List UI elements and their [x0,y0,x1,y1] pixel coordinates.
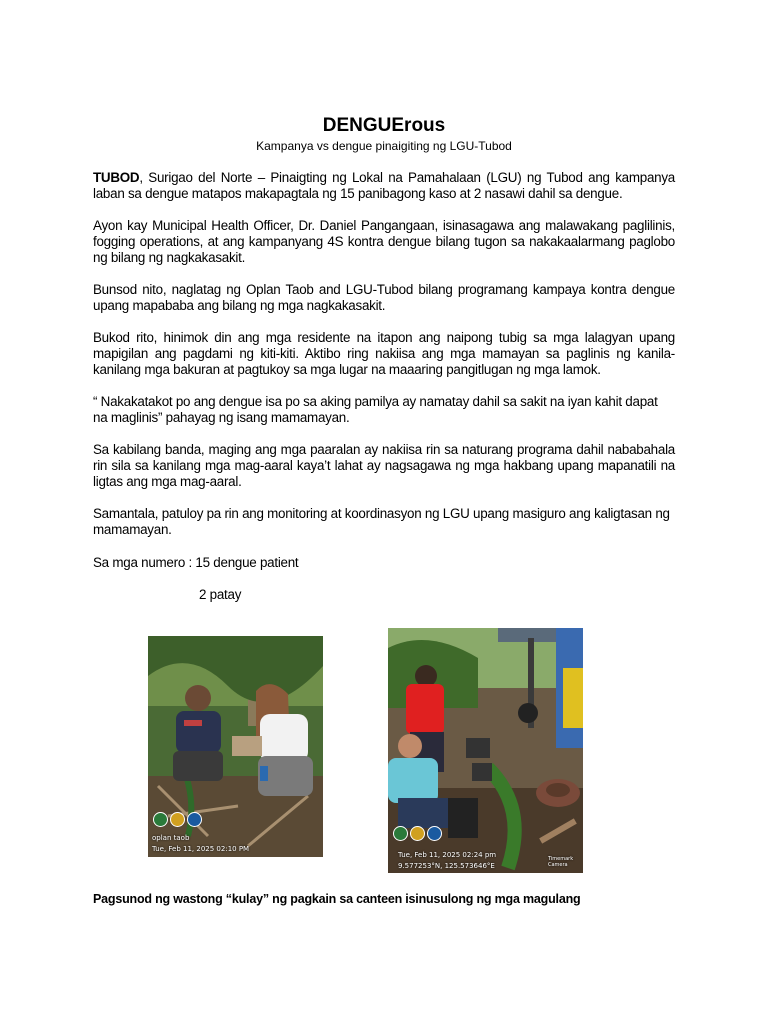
photo-inspection [148,636,323,857]
seal-logo [427,826,442,841]
photo-stamp-date: Tue, Feb 11, 2025 02:10 PM [152,845,250,853]
article-title: DENGUErous [322,115,446,136]
seal-logo [393,826,408,841]
camera-watermark: Timemark Camera [548,856,574,868]
lead-text: , Surigao del Norte – Pinaigting ng Lokal na Pamahalaan (LGU) ng Tubod ang kampanya laban sa dengue matapos makapagtala ng 15 panibagong kaso at 2 nasawi dahil sa dengue. [93,170,675,201]
seal-logo [153,812,168,827]
stats-line: Sa mga numero : 15 dengue patient [93,555,299,570]
seal-logo [410,826,425,841]
paragraph: Samantala, patuloy pa rin ang monitoring at koordinasyon ng LGU upang masiguro ang kaligtasan ng mamamayan. [93,506,670,537]
photo-cleanup [388,628,583,873]
paragraph: Bunsod nito, naglatag ng Oplan Taob and LGU-Tubod bilang programang kampaya kontra dengue upang mapababa ang bilang ng mga nagkakasakit. [93,282,675,313]
dateline: TUBOD [93,170,140,185]
article-subtitle: Kampanya vs dengue pinaigiting ng LGU-Tubod [256,139,512,153]
paragraph: Sa kabilang banda, maging ang mga paaralan ay nakiisa rin sa naturang programa dahil nababahala rin sila sa kanilang mga mag-aaral kaya’t lahat ay nagsagawa ng mga hakbang upang mapanatili na ligtas ang mga mag-aaral. [93,442,675,489]
caption-heading: Pagsunod ng wastong “kulay” ng pagkain sa canteen isinusulong ng mga magulang [93,892,581,906]
photo-stamp-date: Tue, Feb 11, 2025 02:24 pm [398,851,497,859]
seal-logo [187,812,202,827]
stats-deaths: 2 patay [199,587,242,602]
logo-row [393,826,442,841]
seal-logo [170,812,185,827]
logo-row [153,812,202,827]
photo-stamp-name: oplan taob [152,834,190,842]
photo-stamp-coords: 9.577253°N, 125.573646°E [398,862,495,870]
paragraph: Bukod rito, hinimok din ang mga residente na itapon ang naipong tubig sa mga lalagyan upang mapigilan ang pagdami ng kiti-kiti. Aktibo ring nakiisa ang mga mamayan sa paglinis ng kanila-kanilang mga bakuran at pagtukoy sa mga lugar na maaaring pangitlugan ng mga lamok. [93,330,675,377]
lead-paragraph [93,170,675,202]
quote-paragraph: “ Nakakatakot po ang dengue isa po sa aking pamilya ay namatay dahil sa sakit na iyan kahit dapat na maglinis” pahayag ng isang mamamayan. [93,394,658,425]
paragraph: Ayon kay Municipal Health Officer, Dr. Daniel Pangangaan, isinasagawa ang malawakang paglilinis, fogging operations, at ang kampanyang 4S kontra dengue bilang tugon sa nakakaalarmang paglobo ng bilang ng nagkakasakit. [93,218,675,265]
